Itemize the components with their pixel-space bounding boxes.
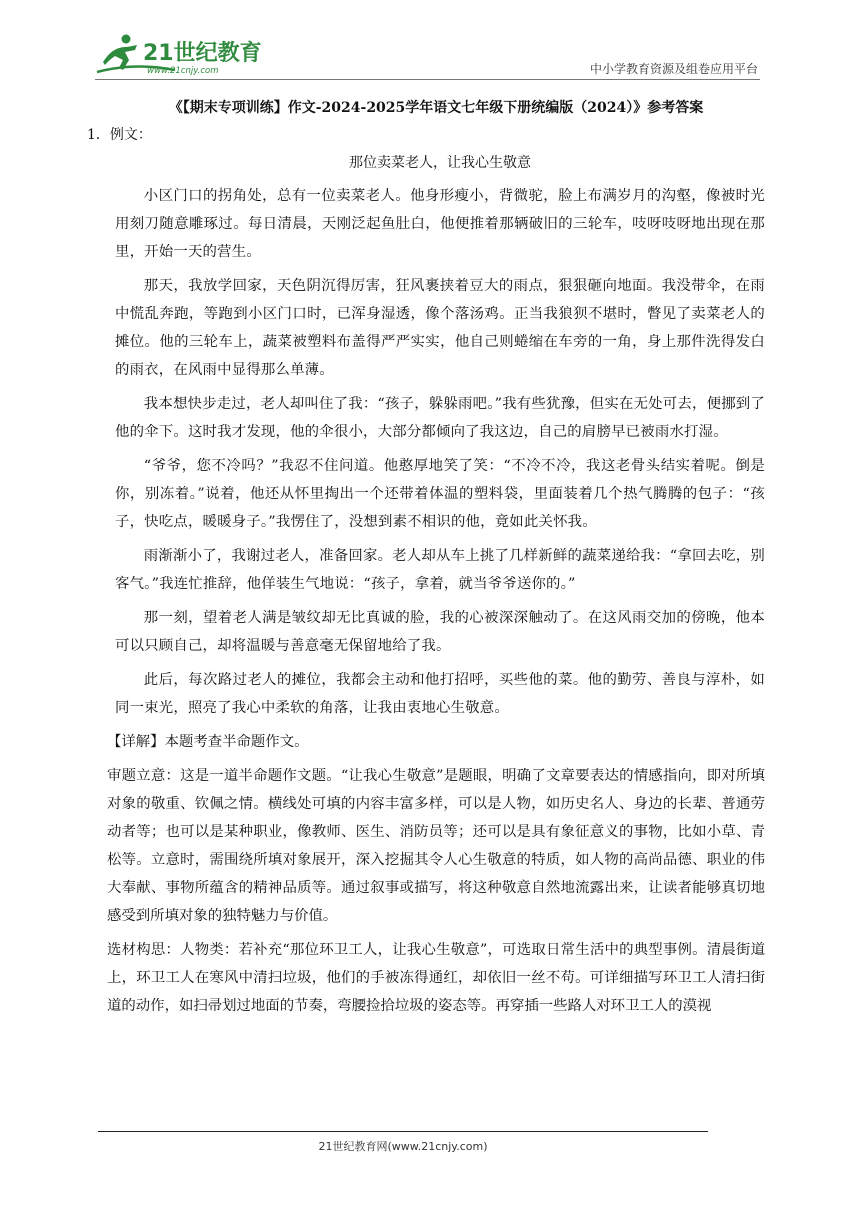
- question-label: 1．例文：: [87, 127, 152, 143]
- document-title: 《【期末专项训练】作文-2024-2025学年语文七年级下册统编版（2024）》参考答案: [168, 100, 704, 116]
- essay-paragraph: 我本想快步走过，老人却叫住了我：“孩子，躲躲雨吧。”我有些犹豫，但实在无处可去，便挪到了他的伞下。这时我才发现，他的伞很小，大部分都倾向了我这边，自己的肩膀早已被雨水打湿。: [115, 396, 765, 440]
- document-body: [87, 98, 765, 1026]
- analysis-paragraph: 选材构思：人物类：若补充“那位环卫工人，让我心生敬意”，可选取日常生活中的典型事例。清晨街道上，环卫工人在寒风中清扫垃圾，他们的手被冻得通红，却依旧一丝不苟。可详细描写环卫工人清扫街道的动作，如扫帚划过地面的节奏，弯腰捡拾垃圾的姿态等。再穿插一些路人对环卫工人的漠视: [107, 942, 765, 1014]
- header-divider: [95, 79, 760, 80]
- essay-paragraph: “爷爷，您不冷吗？”我忍不住问道。他憨厚地笑了笑：“不冷不冷，我这老骨头结实着呢。倒是你，别冻着。”说着，他还从怀里掏出一个还带着体温的塑料袋，里面装着几个热气腾腾的包子：“孩子，快吃点，暖暖身子。”我愣住了，没想到素不相识的他，竟如此关怀我。: [115, 458, 765, 530]
- platform-name: 中小学教育资源及组卷应用平台: [589, 62, 758, 76]
- essay-paragraph: 雨渐渐小了，我谢过老人，准备回家。老人却从车上挑了几样新鲜的蔬菜递给我：“拿回去吃，别客气。”我连忙推辞，他佯装生气地说：“孩子，拿着，就当爷爷送你的。”: [115, 548, 765, 592]
- logo-url: www.21cnjy.com: [147, 66, 219, 76]
- essay-title: 那位卖菜老人，让我心生敬意: [349, 155, 531, 171]
- logo-text: 21世纪教育: [143, 41, 262, 66]
- essay-paragraph: 那一刻，望着老人满是皱纹却无比真诚的脸，我的心被深深触动了。在这风雨交加的傍晚，他本可以只顾自己，却将温暖与善意毫无保留地给了我。: [115, 610, 765, 654]
- essay-paragraph: 小区门口的拐角处，总有一位卖菜老人。他身形瘦小，背微驼，脸上布满岁月的沟壑，像被时光用刻刀随意雕琢过。每日清晨，天刚泛起鱼肚白，他便推着那辆破旧的三轮车，吱呀吱呀地出现在那里，开始一天的营生。: [115, 188, 765, 260]
- analysis-paragraph: 审题立意：这是一道半命题作文题。“让我心生敬意”是题眼，明确了文章要表达的情感指向，即对所填对象的敬重、钦佩之情。横线处可填的内容丰富多样，可以是人物，如历史名人、身边的长辈、普通劳动者等；也可以是某种职业，像教师、医生、消防员等；还可以是具有象征意义的事物，比如小草、青松等。立意时，需围绕所填对象展开，深入挖掘其令人心生敬意的特质，如人物的高尚品德、职业的伟大奉献、事物所蕴含的精神品质等。通过叙事或描写，将这种敬意自然地流露出来，让读者能够真切地感受到所填对象的独特魅力与价值。: [107, 768, 765, 924]
- essay-paragraph: 此后，每次路过老人的摊位，我都会主动和他打招呼，买些他的菜。他的勤劳、善良与淳朴，如同一束光，照亮了我心中柔软的角落，让我由衷地心生敬意。: [115, 672, 765, 716]
- essay-paragraph: 那天，我放学回家，天色阴沉得厉害，狂风裹挟着豆大的雨点，狠狠砸向地面。我没带伞，在雨中慌乱奔跑，等跑到小区门口时，已浑身湿透，像个落汤鸡。正当我狼狈不堪时，瞥见了卖菜老人的摊位。他的三轮车上，蔬菜被塑料布盖得严严实实，他自己则蜷缩在车旁的一角，身上那件洗得发白的雨衣，在风雨中显得那么单薄。: [115, 278, 765, 378]
- footer-text: 21世纪教育网(www.21cnjy.com): [318, 1140, 488, 1153]
- footer-divider: [98, 1131, 708, 1132]
- detail-heading: 【详解】本题考查半命题作文。: [107, 734, 309, 750]
- page-header: [95, 28, 760, 80]
- logo-21cnjy: [95, 32, 265, 76]
